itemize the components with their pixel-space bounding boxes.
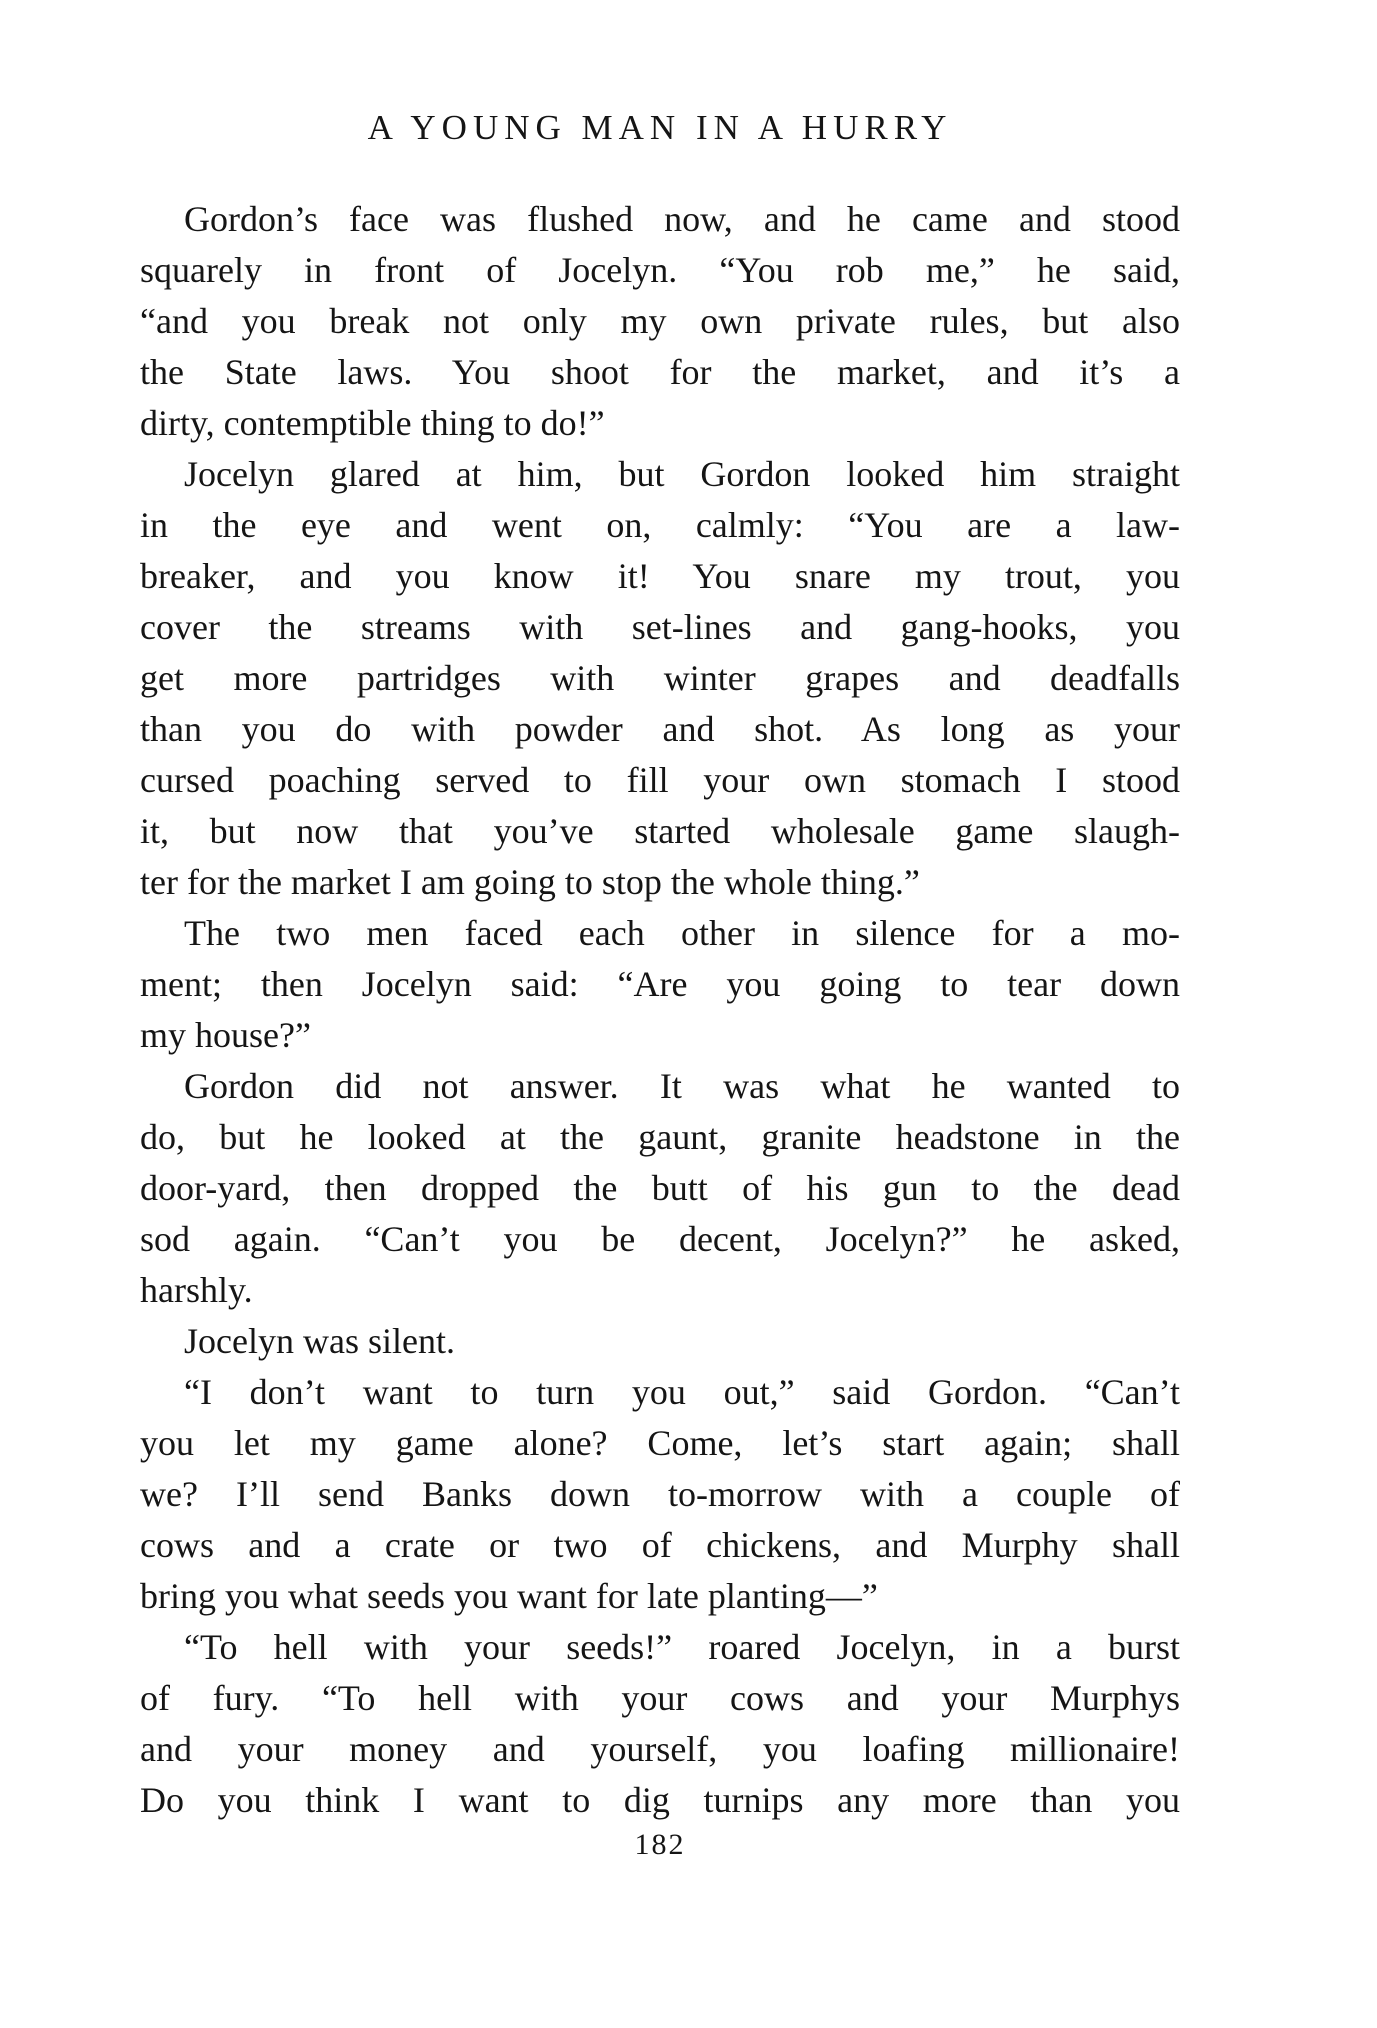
text-line: get more partridges with winter grapes and deadfalls — [140, 658, 1180, 698]
text-line: “and you break not only my own private rules, but also — [140, 301, 1180, 341]
text-line: of fury. “To hell with your cows and your Murphys — [140, 1678, 1180, 1718]
paragraph — [140, 1622, 1180, 1826]
text-line: it, but now that you’ve started wholesale game slaugh- — [140, 811, 1180, 851]
text-line: we? I’ll send Banks down to-morrow with a couple of — [140, 1474, 1180, 1514]
text-line: and your money and yourself, you loafing millionaire! — [140, 1729, 1180, 1769]
text-line: Jocelyn was silent. — [184, 1321, 455, 1361]
text-line: in the eye and went on, calmly: “You are a law- — [140, 505, 1180, 545]
text-line: bring you what seeds you want for late planting—” — [140, 1576, 878, 1616]
text-line: ter for the market I am going to stop the whole thing.” — [140, 862, 920, 902]
text-line: squarely in front of Jocelyn. “You rob me,” he said, — [140, 250, 1180, 290]
text-line: you let my game alone? Come, let’s start again; shall — [140, 1423, 1180, 1463]
body-text — [140, 194, 1180, 1826]
paragraph — [140, 449, 1180, 908]
text-line: Gordon did not answer. It was what he wanted to — [184, 1066, 1180, 1106]
paragraph — [140, 1367, 1180, 1622]
text-line: dirty, contemptible thing to do!” — [140, 403, 605, 443]
text-line: Do you think I want to dig turnips any more than you — [140, 1780, 1180, 1820]
page-number: 182 — [634, 1828, 686, 1861]
text-line: Gordon’s face was flushed now, and he came and stood — [184, 199, 1180, 239]
text-line: harshly. — [140, 1270, 253, 1310]
text-line: Jocelyn glared at him, but Gordon looked him straight — [184, 454, 1180, 494]
text-line: cover the streams with set-lines and gang-hooks, you — [140, 607, 1180, 647]
running-head: A YOUNG MAN IN A HURRY — [367, 108, 953, 147]
paragraph — [140, 1316, 1180, 1367]
text-line: cursed poaching served to fill your own stomach I stood — [140, 760, 1180, 800]
text-line: “I don’t want to turn you out,” said Gordon. “Can’t — [184, 1372, 1180, 1412]
text-line: breaker, and you know it! You snare my trout, you — [140, 556, 1180, 596]
text-line: than you do with powder and shot. As long as your — [140, 709, 1180, 749]
text-line: the State laws. You shoot for the market, and it’s a — [140, 352, 1180, 392]
text-line: cows and a crate or two of chickens, and Murphy shall — [140, 1525, 1180, 1565]
paragraph — [140, 1061, 1180, 1316]
text-line: “To hell with your seeds!” roared Jocelyn, in a burst — [184, 1627, 1180, 1667]
paragraph — [140, 194, 1180, 449]
paragraph — [140, 908, 1180, 1061]
text-line: do, but he looked at the gaunt, granite headstone in the — [140, 1117, 1180, 1157]
text-line: The two men faced each other in silence for a mo- — [184, 913, 1180, 953]
text-line: my house?” — [140, 1015, 311, 1055]
text-line: sod again. “Can’t you be decent, Jocelyn?” he asked, — [140, 1219, 1180, 1259]
text-line: door-yard, then dropped the butt of his gun to the dead — [140, 1168, 1180, 1208]
text-line: ment; then Jocelyn said: “Are you going to tear down — [140, 964, 1180, 1004]
